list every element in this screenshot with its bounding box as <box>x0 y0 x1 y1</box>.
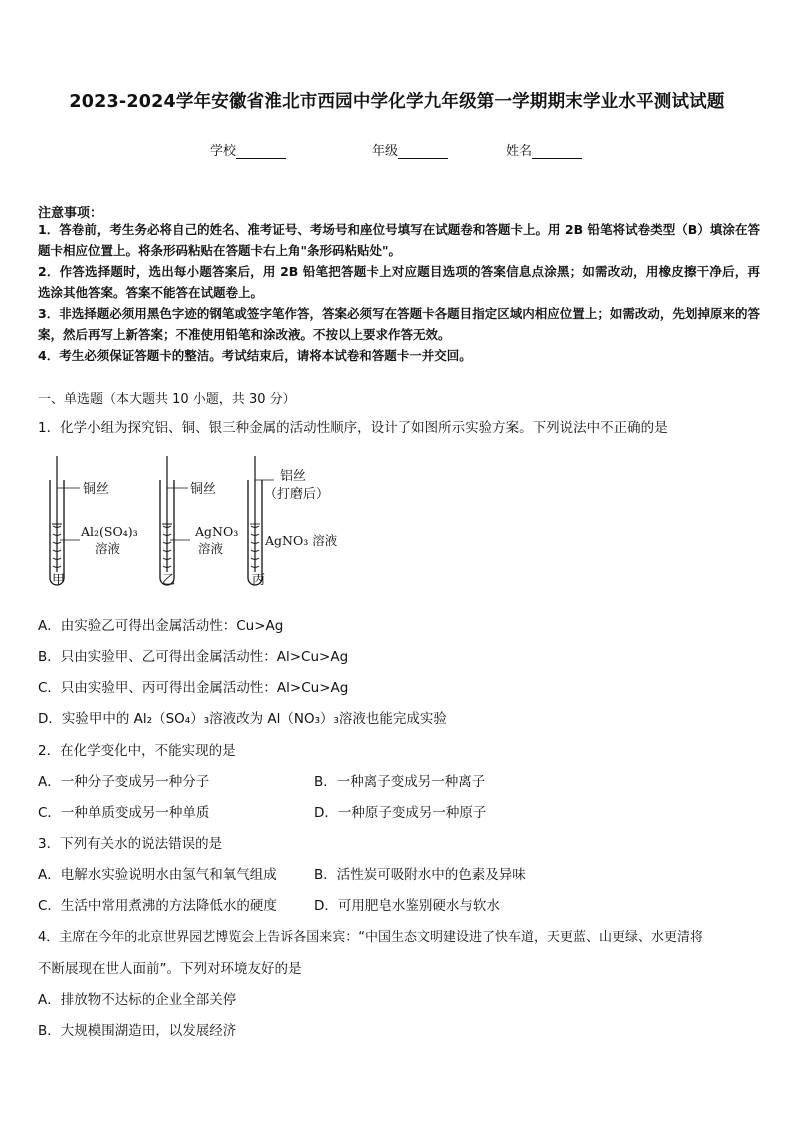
name-blank <box>532 145 582 159</box>
test-tube-bing <box>248 456 338 588</box>
tube1-solution-label: 溶液 <box>95 541 121 556</box>
q2-option-d: D．一种原子变成另一种原子 <box>314 805 487 821</box>
school-field <box>210 140 286 159</box>
school-label: 学校 <box>210 144 237 159</box>
name-label: 姓名 <box>506 144 533 159</box>
tube3-wire-label: 铝丝 <box>280 469 307 484</box>
q4-stem-line-2: 不断展现在世人面前”。下列对环境友好的是 <box>38 961 302 977</box>
q2-option-b: B．一种离子变成另一种离子 <box>314 774 486 790</box>
tube2-name: 乙 <box>162 573 176 588</box>
tube3-wire-note: （打磨后） <box>264 487 330 502</box>
name-field <box>506 140 582 159</box>
tube2-solution-formula: AgNO₃ <box>195 524 239 539</box>
tube1-name: 甲 <box>52 573 66 588</box>
tube3-name: 丙 <box>252 573 266 588</box>
tube3-solution-label: AgNO₃ 溶液 <box>265 533 338 548</box>
q4-stem-line-1: 4．主席在今年的北京世界园艺博览会上告诉各国来宾：“中国生态文明建设进了快车道，天更蓝、山更绿、水更清将 <box>38 930 704 945</box>
notice-item-2: 2．作答选择题时，选出每小题答案后，用 2B 铅笔把答题卡上对应题目选项的答案信息点涂黑；如需改动，用橡皮擦干净后，再选涂其他答案。答案不能答在试题卷上。 <box>38 264 760 300</box>
test-tube-yi <box>160 456 238 588</box>
q1-option-d: D．实验甲中的 Al₂（SO₄）₃溶液改为 Al（NO₃）₃溶液也能完成实验 <box>38 711 447 727</box>
notice-heading: 注意事项： <box>38 206 104 221</box>
q1-figure <box>40 450 360 600</box>
q3-stem: 3．下列有关水的说法错误的是 <box>38 836 223 852</box>
q1-stem: 1．化学小组为探究铝、铜、银三种金属的活动性顺序，设计了如图所示实验方案。下列说法中不正确的是 <box>38 420 668 436</box>
tube2-wire-label: 铜丝 <box>190 482 217 497</box>
notice-item-1: 1．答卷前，考生务必将自己的姓名、准考证号、考场号和座位号填写在试题卷和答题卡上。用 2B 铅笔将试卷类型（B）填涂在答题卡相应位置上。将条形码粘贴在答题卡右上角"条形码粘贴处"。 <box>38 222 760 258</box>
q3-option-a: A．电解水实验说明水由氢气和氧气组成 <box>38 867 277 883</box>
q3-option-c: C．生活中常用煮沸的方法降低水的硬度 <box>38 898 277 914</box>
grade-label: 年级 <box>372 144 399 159</box>
q2-option-c: C．一种单质变成另一种单质 <box>38 805 210 821</box>
q2-stem: 2．在化学变化中，不能实现的是 <box>38 743 236 759</box>
q3-option-b: B．活性炭可吸附水中的色素及异味 <box>314 867 526 883</box>
notice-item-4: 4．考生必须保证答题卡的整洁。考试结束后，请将本试卷和答题卡一并交回。 <box>38 348 472 363</box>
notice-item-3: 3．非选择题必须用黑色字迹的钢笔或签字笔作答，答案必须写在答题卡各题目指定区域内相应位置上；如需改动，先划掉原来的答案，然后再写上新答案；不准使用铅笔和涂改液。不按以上要求作答无效。 <box>38 306 760 342</box>
test-tube-jia <box>50 456 138 588</box>
page-title: 2023-2024学年安徽省淮北市西园中学化学九年级第一学期期末学业水平测试试题 <box>69 92 725 112</box>
grade-field <box>372 140 448 159</box>
q2-option-a: A．一种分子变成另一种分子 <box>38 774 210 790</box>
q4-option-b: B．大规模围湖造田，以发展经济 <box>38 1023 237 1039</box>
q1-option-a: A．由实验乙可得出金属活动性：Cu>Ag <box>38 618 284 634</box>
grade-blank <box>398 145 448 159</box>
q4-option-a: A．排放物不达标的企业全部关停 <box>38 992 237 1008</box>
tube1-wire-label: 铜丝 <box>83 482 110 497</box>
q1-option-c: C．只由实验甲、丙可得出金属活动性：Al>Cu>Ag <box>38 680 349 696</box>
tube2-solution-label: 溶液 <box>198 541 224 556</box>
q3-option-d: D．可用肥皂水鉴别硬水与软水 <box>314 898 500 914</box>
school-blank <box>236 145 286 159</box>
section-heading: 一、单选题（本大题共 10 小题，共 30 分） <box>38 392 296 407</box>
q1-option-b: B．只由实验甲、乙可得出金属活动性：Al>Cu>Ag <box>38 649 349 665</box>
tube1-solution-formula: Al₂(SO₄)₃ <box>81 524 138 539</box>
